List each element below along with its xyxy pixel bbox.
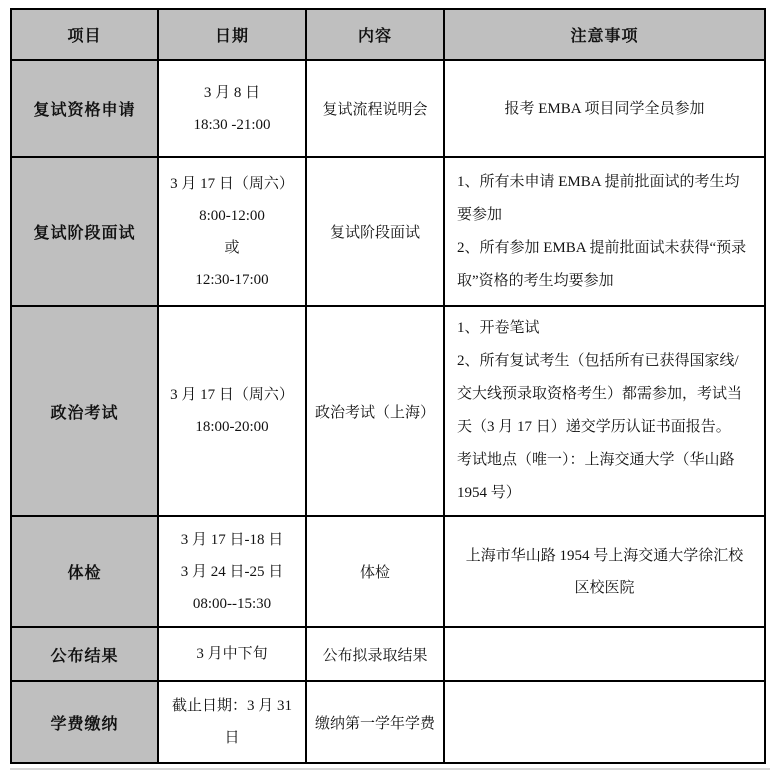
date-line: 08:00--15:30 <box>192 595 272 612</box>
content-cell: 复试流程说明会 <box>306 60 444 157</box>
item-cell: 公布结果 <box>11 627 158 681</box>
note-paragraph: 上海市华山路 1954 号上海交通大学徐汇校区校医院 <box>465 547 744 596</box>
item-cell: 体检 <box>11 516 158 627</box>
header-cell-item: 项目 <box>11 9 158 60</box>
date-line: 18:30 -21:00 <box>193 116 271 133</box>
notes-cell <box>444 516 765 627</box>
table-row <box>11 157 765 306</box>
notes-cell <box>444 157 765 306</box>
table-row <box>11 306 765 516</box>
item-cell: 复试资格申请 <box>11 60 158 157</box>
note-paragraph: 2、所有复试考生（包括所有已获得国家线/交大线预录取资格考生）都需参加，考试当天（3 月 17 日）递交学历认证书面报告。 <box>457 353 743 435</box>
header-row <box>11 9 765 60</box>
date-line: 8:00-12:00 <box>199 207 265 224</box>
content-cell: 公布拟录取结果 <box>306 627 444 681</box>
date-cell <box>158 306 306 516</box>
date-cell <box>158 60 306 157</box>
date-cell <box>158 157 306 306</box>
table-row <box>11 627 765 681</box>
date-line: 18:00-20:00 <box>195 419 269 435</box>
date-line: 3 月 17 日（周六） <box>170 387 294 403</box>
note-paragraph: 2、所有参加 EMBA 提前批面试未获得“预录取”资格的考生均要参加 <box>457 239 747 289</box>
notes-cell <box>444 60 765 157</box>
item-cell: 复试阶段面试 <box>11 157 158 306</box>
date-line: 截止日期：3 月 31 日 <box>171 698 292 746</box>
date-line: 3 月 17 日-18 日 <box>180 531 284 548</box>
notes-cell <box>444 627 765 681</box>
header-cell-content: 内容 <box>306 9 444 60</box>
note-paragraph: 1、开卷笔试 <box>457 320 540 336</box>
content-cell: 政治考试（上海） <box>306 306 444 516</box>
item-cell: 政治考试 <box>11 306 158 516</box>
content-cell: 体检 <box>306 516 444 627</box>
content-cell: 复试阶段面试 <box>306 157 444 306</box>
date-line: 3 月 8 日 <box>203 84 261 101</box>
note-paragraph: 考试地点（唯一）：上海交通大学（华山路 1954 号） <box>457 452 735 501</box>
schedule-table-container <box>10 8 766 764</box>
date-cell <box>158 516 306 627</box>
date-cell <box>158 627 306 681</box>
date-line: 3 月 24 日-25 日 <box>180 563 284 580</box>
notes-cell <box>444 681 765 763</box>
date-line: 3 月 17 日（周六） <box>170 175 294 192</box>
header-cell-notes: 注意事项 <box>444 9 765 60</box>
schedule-table <box>10 8 766 764</box>
page-edge-line <box>10 768 770 770</box>
content-cell: 缴纳第一学年学费 <box>306 681 444 763</box>
date-line: 3 月中下旬 <box>196 646 268 662</box>
item-cell: 学费缴纳 <box>11 681 158 763</box>
note-paragraph: 报考 EMBA 项目同学全员参加 <box>504 100 705 117</box>
note-paragraph: 1、所有未申请 EMBA 提前批面试的考生均要参加 <box>457 173 740 223</box>
notes-cell <box>444 306 765 516</box>
date-cell <box>158 681 306 763</box>
table-row <box>11 60 765 157</box>
header-cell-date: 日期 <box>158 9 306 60</box>
table-row <box>11 681 765 763</box>
date-line: 或 <box>224 239 240 256</box>
date-line: 12:30-17:00 <box>195 271 269 288</box>
table-row <box>11 516 765 627</box>
